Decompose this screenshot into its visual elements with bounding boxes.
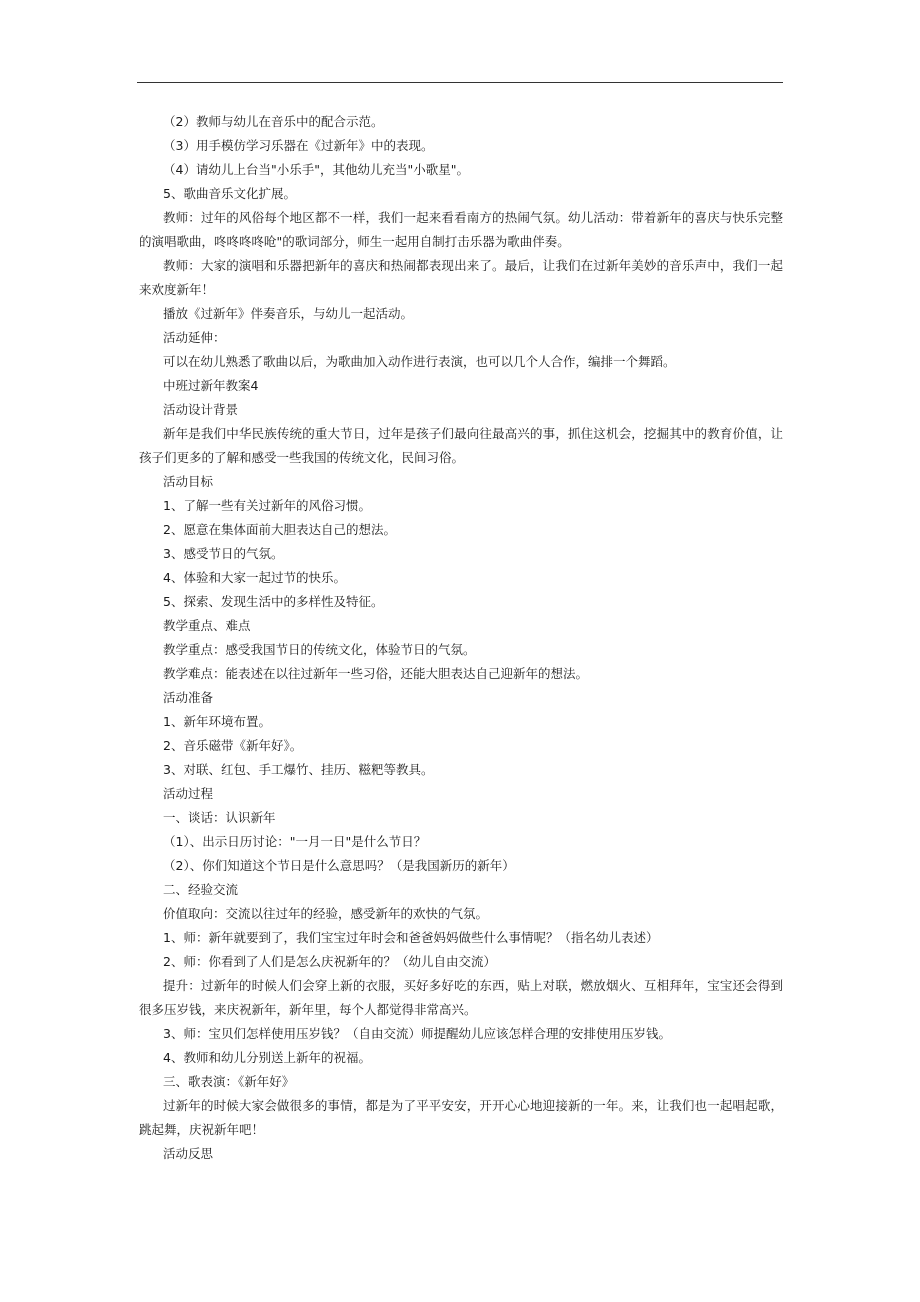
paragraph: 教学难点：能表述在以往过新年一些习俗，还能大胆表达自己迎新年的想法。 bbox=[163, 666, 589, 681]
list-item: 3、对联、红包、手工爆竹、挂历、糍粑等教具。 bbox=[163, 762, 434, 777]
paragraph: 教师：过年的风俗每个地区都不一样，我们一起来看看南方的热闹气氛。幼儿活动：带着新年的喜庆与快乐完整的演唱歌曲，咚咚咚咚呛"的歌词部分，师生一起用自制打击乐器为歌曲伴奏。 bbox=[139, 210, 783, 249]
paragraph: （4）请幼儿上台当"小乐手"，其他幼儿充当"小歌星"。 bbox=[163, 162, 469, 177]
list-item: 4、体验和大家一起过节的快乐。 bbox=[163, 570, 346, 585]
paragraph: 播放《过新年》伴奏音乐，与幼儿一起活动。 bbox=[163, 306, 414, 321]
section-heading: 活动设计背景 bbox=[163, 402, 239, 417]
paragraph: 5、歌曲音乐文化扩展。 bbox=[163, 186, 296, 201]
list-item: 1、了解一些有关过新年的风俗习惯。 bbox=[163, 498, 371, 513]
paragraph: （3）用手模仿学习乐器在《过新年》中的表现。 bbox=[163, 138, 434, 153]
paragraph: 新年是我们中华民族传统的重大节日，过年是孩子们最向往最高兴的事，抓住这机会，挖掘其中的教育价值，让孩子们更多的了解和感受一些我国的传统文化，民间习俗。 bbox=[139, 426, 783, 465]
list-item: 2、音乐磁带《新年好》。 bbox=[163, 738, 303, 753]
paragraph: 过新年的时候大家会做很多的事情，都是为了平平安安，开开心心地迎接新的一年。来，让我们也一起唱起歌，跳起舞，庆祝新年吧！ bbox=[139, 1098, 783, 1137]
paragraph: 价值取向：交流以往过年的经验，感受新年的欢快的气氛。 bbox=[163, 906, 489, 921]
list-item: （2）、你们知道这个节日是什么意思吗？（是我国新历的新年） bbox=[163, 858, 515, 873]
list-item: 4、教师和幼儿分别送上新年的祝福。 bbox=[163, 1050, 371, 1065]
paragraph: 教师：大家的演唱和乐器把新年的喜庆和热闹都表现出来了。最后，让我们在过新年美妙的音乐声中，我们一起来欢度新年！ bbox=[139, 258, 783, 297]
list-item: 2、师：你看到了人们是怎么庆祝新年的？（幼儿自由交流） bbox=[163, 954, 496, 969]
document-body bbox=[139, 110, 783, 1166]
section-heading: 教学重点、难点 bbox=[163, 618, 251, 633]
paragraph: （2）教师与幼儿在音乐中的配合示范。 bbox=[163, 114, 384, 129]
section-heading: 活动目标 bbox=[163, 474, 214, 489]
paragraph: 提升：过新年的时候人们会穿上新的衣服，买好多好吃的东西，贴上对联，燃放烟火、互相拜年，宝宝还会得到很多压岁钱，来庆祝新年，新年里，每个人都觉得非常高兴。 bbox=[139, 978, 783, 1017]
list-item: （1）、出示日历讨论："一月一日"是什么节日？ bbox=[163, 834, 427, 849]
section-heading: 活动过程 bbox=[163, 786, 214, 801]
paragraph: 教学重点：感受我国节日的传统文化，体验节日的气氛。 bbox=[163, 642, 476, 657]
lesson-title: 中班过新年教案4 bbox=[163, 378, 259, 393]
list-item: 5、探索、发现生活中的多样性及特征。 bbox=[163, 594, 384, 609]
list-item: 1、新年环境布置。 bbox=[163, 714, 271, 729]
list-item: 3、感受节日的气氛。 bbox=[163, 546, 284, 561]
header-rule bbox=[137, 82, 783, 83]
section-heading: 活动延伸： bbox=[163, 330, 226, 345]
sub-heading: 一、谈话：认识新年 bbox=[163, 810, 276, 825]
section-heading: 活动准备 bbox=[163, 690, 214, 705]
section-heading: 活动反思 bbox=[163, 1146, 214, 1161]
paragraph: 可以在幼儿熟悉了歌曲以后，为歌曲加入动作进行表演，也可以几个人合作，编排一个舞蹈。 bbox=[163, 354, 676, 369]
sub-heading: 二、经验交流 bbox=[163, 882, 239, 897]
list-item: 3、师：宝贝们怎样使用压岁钱？（自由交流）师提醒幼儿应该怎样合理的安排使用压岁钱。 bbox=[163, 1026, 671, 1041]
list-item: 1、师：新年就要到了，我们宝宝过年时会和爸爸妈妈做些什么事情呢？（指名幼儿表述） bbox=[163, 930, 659, 945]
list-item: 2、愿意在集体面前大胆表达自己的想法。 bbox=[163, 522, 396, 537]
sub-heading: 三、歌表演：《新年好》 bbox=[163, 1074, 295, 1089]
